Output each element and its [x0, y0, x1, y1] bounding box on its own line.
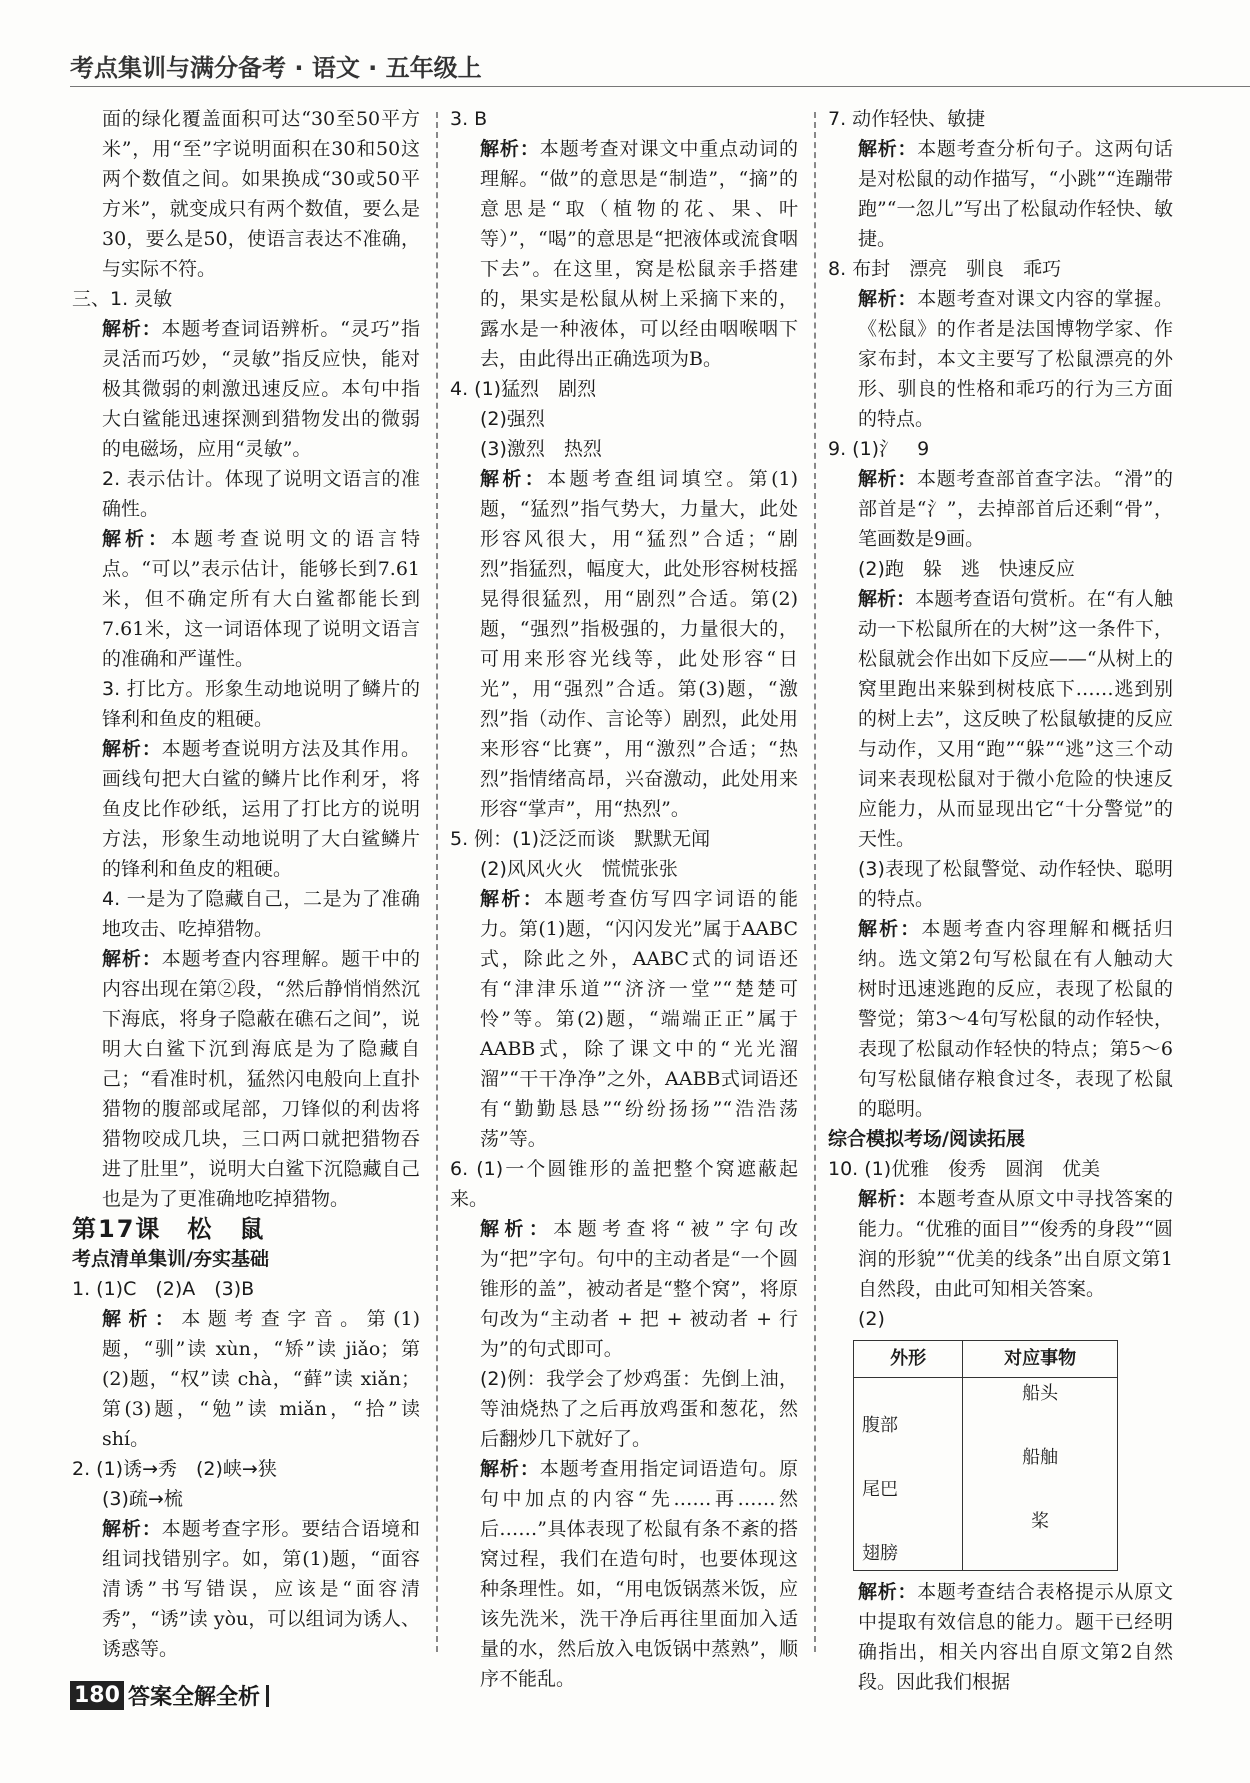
table-cell — [854, 1442, 963, 1474]
answer-item: 10. (1)优雅 俊秀 圆润 优美 — [828, 1158, 1101, 1180]
page-header: 考点集训与满分备考 · 语文 · 五年级上 — [70, 54, 482, 82]
answer-item: 5. 例：(1)泛泛而谈 默默无闻 — [450, 828, 711, 850]
analysis-label: 解析： — [102, 738, 162, 760]
table-cell — [963, 1474, 1118, 1506]
analysis-label: 解析： — [480, 888, 545, 910]
analysis — [72, 314, 420, 464]
table-cell: 翅膀 — [854, 1538, 963, 1571]
answer-item: 9. (1)氵 9 — [828, 438, 930, 460]
analysis-text: 本题考查内容理解和概括归纳。选文第2句写松鼠在有人触动大树时迅速逃跑的反应，表现了松鼠的警觉；第3～4句写松鼠的动作轻快，表现了松鼠动作轻快的特点；第5～6句写松鼠储存粮食过冬，表现了松鼠的聪明。 — [858, 918, 1173, 1120]
analysis — [450, 1454, 798, 1694]
analysis — [828, 1184, 1173, 1304]
lesson-title: 第17课 松 鼠 — [72, 1215, 266, 1243]
answer-item: 2. (1)诱→秀 (2)峡→狭 — [72, 1458, 277, 1480]
analysis — [828, 1577, 1173, 1697]
analysis-label: 解析： — [858, 468, 917, 490]
shape-mapping-table — [853, 1340, 1118, 1571]
answer-item: (3)表现了松鼠警觉、动作轻快、聪明的特点。 — [858, 858, 1173, 910]
answer-item: 4. (1)猛烈 剧烈 — [450, 378, 597, 400]
table-row — [854, 1378, 1118, 1411]
answer-item: 6. (1)一个圆锥形的盖把整个窝遮蔽起来。 — [450, 1158, 798, 1210]
analysis-text: 本题考查对课文中重点动词的理解。“做”的意思是“制造”，“摘”的意思是“取（植物的花、果、叶等）”，“喝”的意思是“把液体或流食咽下去”。在这里，窝是松鼠亲手搭建的，果实是松鼠从树上采摘下来的，露水是一种液体，可以经由咽喉咽下去，由此得出正确选项为B。 — [480, 138, 798, 370]
answer-item: 三、1. 灵敏 — [72, 288, 173, 310]
answer-item: 8. 布封 漂亮 驯良 乖巧 — [828, 258, 1062, 280]
analysis-text: 本题考查分析句子。这两句话是对松鼠的动作描写，“小跳”“连蹦带跑”“一忽儿”写出了松鼠动作轻快、敏捷。 — [858, 138, 1173, 250]
table-cell: 腹部 — [854, 1410, 963, 1442]
table-row — [854, 1442, 1118, 1474]
table-cell: 船舳 — [963, 1442, 1118, 1474]
analysis-text: 本题考查用指定词语造句。原句中加点的内容“先……再……然后……”具体表现了松鼠有条不紊的搭窝过程，我们在造句时，也要体现这种条理性。如，“用电饭锅蒸米饭，应该先洗米，洗干净后再往里面加入适量的水，然后放入电饭锅中蒸熟”，顺序不能乱。 — [480, 1458, 798, 1690]
table-cell — [854, 1378, 963, 1411]
table-row — [854, 1474, 1118, 1506]
table-header: 对应事物 — [963, 1341, 1118, 1378]
analysis-label: 解析： — [480, 138, 540, 160]
paragraph: 面的绿化覆盖面积可达“30至50平方米”，用“至”字说明面积在30和50这两个数值之间。如果换成“30或50平方米”，就变成只有两个数值，要么是30，要么是50，使语言表达不准确，与实际不符。 — [102, 108, 420, 280]
analysis-text: 本题考查从原文中寻找答案的能力。“优雅的面目”“俊秀的身段”“圆润的形貌”“优美的线条”出自原文第1自然段，由此可知相关答案。 — [858, 1188, 1173, 1300]
table-cell: 尾巴 — [854, 1474, 963, 1506]
answer-item: 2. 表示估计。体现了说明文语言的准确性。 — [102, 468, 420, 520]
column-divider — [814, 112, 816, 1652]
analysis-label: 解析： — [480, 1458, 540, 1480]
analysis-label: 解析： — [480, 1218, 554, 1240]
column-1 — [72, 104, 420, 1664]
analysis — [450, 464, 798, 824]
analysis-label: 解析： — [858, 918, 922, 940]
analysis — [72, 1304, 420, 1454]
answer-item: 1. (1)C (2)A (3)B — [72, 1278, 255, 1300]
analysis — [72, 944, 420, 1214]
answer-item: (2)例：我学会了炒鸡蛋：先倒上油，等油烧热了之后再放鸡蛋和葱花，然后翻炒几下就好了。 — [480, 1368, 798, 1450]
analysis-label: 解析： — [858, 288, 918, 310]
analysis-text: 本题考查说明文的语言特点。“可以”表示估计，能够长到7.61米，但不确定所有大白鲨都能长到7.61米，这一词语体现了说明文语言的准确和严谨性。 — [102, 528, 420, 670]
header-rule — [70, 86, 1250, 87]
analysis-label: 解析： — [102, 1518, 162, 1540]
analysis-label: 解析： — [858, 1581, 918, 1603]
section-title: 考点清单集训/夯实基础 — [72, 1248, 269, 1270]
analysis-label: 解析： — [102, 528, 171, 550]
analysis — [72, 1514, 420, 1664]
analysis-text: 本题考查仿写四字词语的能力。第(1)题，“闪闪发光”属于AABC式，除此之外，AABC式的词语还有“津津乐道”“济济一堂”“楚楚可怜”等。第(2)题，“端端正正”属于AABB式，除了课文中的“光光溜溜”“干干净净”之外，AABB式词语还有“勤勤恳恳”“纷纷扬扬”“浩浩荡荡”等。 — [480, 888, 798, 1150]
analysis-text: 本题考查词语辨析。“灵巧”指灵活而巧妙，“灵敏”指反应快，能对极其微弱的刺激迅速反应。本句中指大白鲨能迅速探测到猎物发出的微弱的电磁场，应用“灵敏”。 — [102, 318, 420, 460]
analysis-text: 本题考查对课文内容的掌握。《松鼠》的作者是法国博物学家、作家布封，本文主要写了松鼠漂亮的外形、驯良的性格和乖巧的行为三方面的特点。 — [858, 288, 1173, 430]
table-header: 外形 — [854, 1341, 963, 1378]
analysis-label: 解析： — [480, 468, 548, 490]
answer-item: (3)疏→梳 — [102, 1488, 183, 1510]
analysis-text: 本题考查字音。第(1)题，“驯”读 xùn，“矫”读 jiǎo；第(2)题，“权”读 chà，“藓”读 xiǎn；第(3)题，“勉”读 miǎn，“拾”读 shí。 — [102, 1308, 420, 1450]
analysis — [828, 134, 1173, 254]
analysis-text: 本题考查将“被”字句改为“把”字句。句中的主动者是“一个圆锥形的盖”，被动者是“整个窝”，将原句改为“主动者 + 把 + 被动者 + 行为”的句式即可。 — [480, 1218, 798, 1360]
analysis-text: 本题考查说明方法及其作用。画线句把大白鲨的鳞片比作利牙，将鱼皮比作砂纸，运用了打比方的说明方法，形象生动地说明了大白鲨鳞片的锋利和鱼皮的粗硬。 — [102, 738, 420, 880]
analysis-label: 解析： — [858, 138, 918, 160]
answer-item: (2)跑 躲 逃 快速反应 — [858, 558, 1075, 580]
footer-label: 答案全解全析 — [127, 1685, 260, 1710]
table-cell: 船头 — [963, 1378, 1118, 1411]
analysis — [450, 884, 798, 1154]
answer-item: (2)强烈 — [480, 408, 545, 430]
analysis-text: 本题考查语句赏析。在“有人触动一下松鼠所在的大树”这一条件下，松鼠就会作出如下反应——“从树上的窝里跑出来躲到树枝底下……逃到别的树上去”，这反映了松鼠敏捷的反应与动作，又用“跑”“躲”“逃”这三个动词来表现松鼠对于微小危险的快速反应能力，从而显现出它“十分警觉”的天性。 — [858, 588, 1173, 850]
analysis-text: 本题考查内容理解。题干中的内容出现在第②段，“然后静悄悄然沉下海底，将身子隐蔽在礁石之间”，说明大白鲨下沉到海底是为了隐藏自己；“看准时机，猛然闪电般向上直扑猎物的腹部或尾部，刀锋似的利齿将猎物咬成几块，三口两口就把猎物吞进了肚里”，说明大白鲨下沉隐藏自己也是为了更准确地吃掉猎物。 — [102, 948, 420, 1210]
table-row — [854, 1538, 1118, 1571]
answer-item: 3. 打比方。形象生动地说明了鳞片的锋利和鱼皮的粗硬。 — [102, 678, 420, 730]
column-2 — [450, 104, 798, 1694]
footer-bar — [266, 1685, 269, 1707]
analysis-text: 本题考查结合表格提示从原文中提取有效信息的能力。题干已经明确指出，相关内容出自原文第2自然段。因此我们根据 — [858, 1581, 1173, 1693]
analysis-label: 解析： — [858, 588, 916, 610]
answer-item: (3)激烈 热烈 — [480, 438, 602, 460]
answer-item: 4. 一是为了隐藏自己，二是为了准确地攻击、吃掉猎物。 — [102, 888, 420, 940]
answer-item: (2)风风火火 慌慌张张 — [480, 858, 678, 880]
table-cell — [963, 1538, 1118, 1571]
column-divider — [436, 112, 438, 1652]
analysis-text: 本题考查字形。要结合语境和组词找错别字。如，第(1)题，“面容清诱”书写错误，应该是“面容清秀”，“诱”读 yòu，可以组词为诱人、诱惑等。 — [102, 1518, 420, 1660]
analysis — [828, 914, 1173, 1124]
analysis-label: 解析： — [858, 1188, 918, 1210]
analysis-label: 解析： — [102, 1308, 182, 1330]
answer-item: 3. B — [450, 108, 488, 130]
analysis — [828, 584, 1173, 854]
analysis — [450, 134, 798, 374]
answer-item: 7. 动作轻快、敏捷 — [828, 108, 986, 130]
table-cell — [963, 1410, 1118, 1442]
analysis — [828, 464, 1173, 554]
analysis-text: 本题考查组词填空。第(1)题，“猛烈”指气势大，力量大，此处形容风很大，用“猛烈”合适；“剧烈”指猛烈，幅度大，此处形容树枝摇晃得很猛烈，用“剧烈”合适。第(2)题，“强烈”指极强的，力量很大的，可用来形容光线等，此处形容“日光”，用“强烈”合适。第(3)题，“激烈”指（动作、言论等）剧烈，此处用来形容“比赛”，用“激烈”合适；“热烈”指情绪高昂，兴奋激动，此处用来形容“掌声”，用“热烈”。 — [480, 468, 798, 820]
section-title: 综合模拟考场/阅读拓展 — [828, 1128, 1025, 1150]
column-3 — [828, 104, 1173, 1697]
table-cell: 桨 — [963, 1506, 1118, 1538]
table-cell — [854, 1506, 963, 1538]
analysis — [450, 1214, 798, 1364]
answer-item: (2) — [858, 1308, 885, 1330]
table-row — [854, 1410, 1118, 1442]
page-number: 180 — [70, 1681, 124, 1710]
analysis-text: 本题考查部首查字法。“滑”的部首是“氵”，去掉部首后还剩“骨”，笔画数是9画。 — [858, 468, 1173, 550]
analysis — [828, 284, 1173, 434]
analysis-label: 解析： — [102, 948, 162, 970]
analysis — [72, 524, 420, 674]
page-footer — [70, 1680, 269, 1711]
analysis — [72, 734, 420, 884]
analysis-label: 解析： — [102, 318, 162, 340]
table-row — [854, 1506, 1118, 1538]
